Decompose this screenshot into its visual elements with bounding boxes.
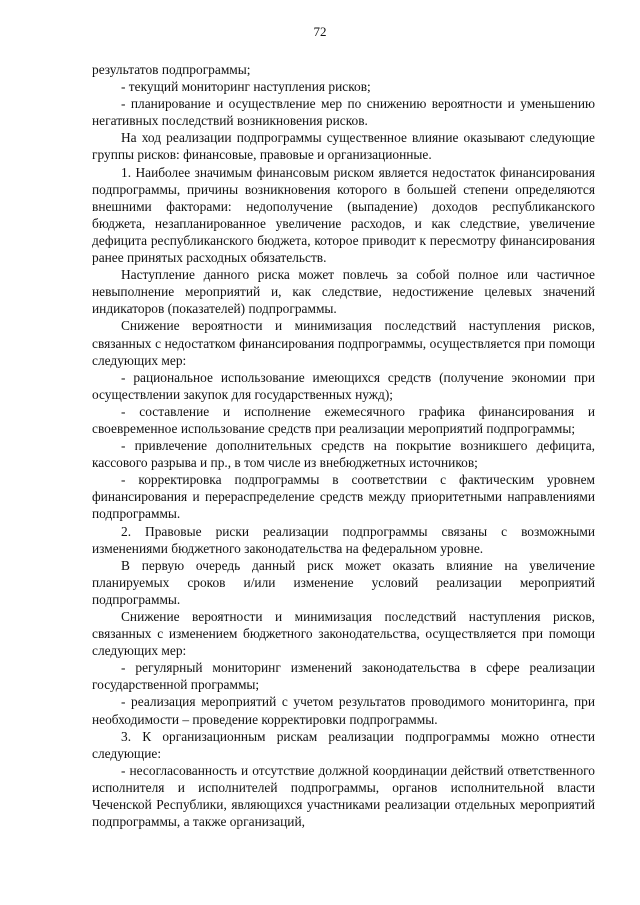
paragraph: В первую очередь данный риск может оказать влияние на увеличение планируемых сроков и/или изменение условий реализации мероприятий подпрограммы. (92, 557, 595, 607)
paragraph: - регулярный мониторинг изменений законодательства в сфере реализации государственной программы; (92, 660, 595, 693)
paragraph: - планирование и осуществление мер по снижению вероятности и уменьшению негативных последствий возникновения рисков. (92, 96, 595, 129)
paragraph: Снижение вероятности и минимизация последствий наступления рисков, связанных с изменением бюджетного законодательства, осуществляется при помощи следующих мер: (92, 609, 595, 659)
paragraph: - составление и исполнение ежемесячного графика финансирования и своевременное использование средств при реализации мероприятий подпрограммы; (92, 403, 595, 436)
paragraph: - несогласованность и отсутствие должной координации действий ответственного исполнителя и исполнителей подпрограммы, органов исполнительной власти Чеченской Республики, являющихся участниками реализации отдельных мероприятий подпрограммы, а также организаций, (92, 762, 595, 830)
paragraph: - текущий мониторинг наступления рисков; (121, 79, 371, 95)
paragraph: - рациональное использование имеющихся средств (получение экономии при осуществлении закупок для государственных нужд); (92, 369, 595, 402)
paragraph: - реализация мероприятий с учетом результатов проводимого мониторинга, при необходимости – проведение корректировки подпрограммы. (92, 694, 595, 727)
page-number: 72 (313, 24, 327, 39)
paragraph: На ход реализации подпрограммы существенное влияние оказывают следующие группы рисков: финансовые, правовые и организационные. (92, 130, 595, 163)
document-body (92, 61, 595, 830)
paragraph: результатов подпрограммы; (92, 62, 251, 77)
paragraph: Снижение вероятности и минимизация последствий наступления рисков, связанных с недостатком финансирования подпрограммы, осуществляется при помощи следующих мер: (92, 318, 595, 368)
paragraph: 2. Правовые риски реализации подпрограммы связаны с возможными изменениями бюджетного законодательства на федеральном уровне. (92, 523, 595, 556)
paragraph: Наступление данного риска может повлечь за собой полное или частичное невыполнение мероприятий и, как следствие, недостижение целевых значений индикаторов (показателей) подпрограммы. (92, 267, 595, 317)
paragraph: - корректировка подпрограммы в соответствии с фактическим уровнем финансирования и перераспределение средств между приоритетными направлениями подпрограммы. (92, 472, 595, 522)
paragraph: 3. К организационным рискам реализации подпрограммы можно отнести следующие: (92, 728, 595, 761)
paragraph: 1. Наиболее значимым финансовым риском является недостаток финансирования подпрограммы, причины возникновения которого в большей степени определяются внешними факторами: недополучение (выпадение) доходов республиканского бюджета, незапланированное увеличение расходов, и как следствие, увеличение дефицита республиканского бюджета, которое приводит к пересмотру финансирования ранее принятых расходных обязательств. (92, 164, 595, 266)
paragraph: - привлечение дополнительных средств на покрытие возникшего дефицита, кассового разрыва и пр., в том числе из внебюджетных источников; (92, 438, 595, 471)
